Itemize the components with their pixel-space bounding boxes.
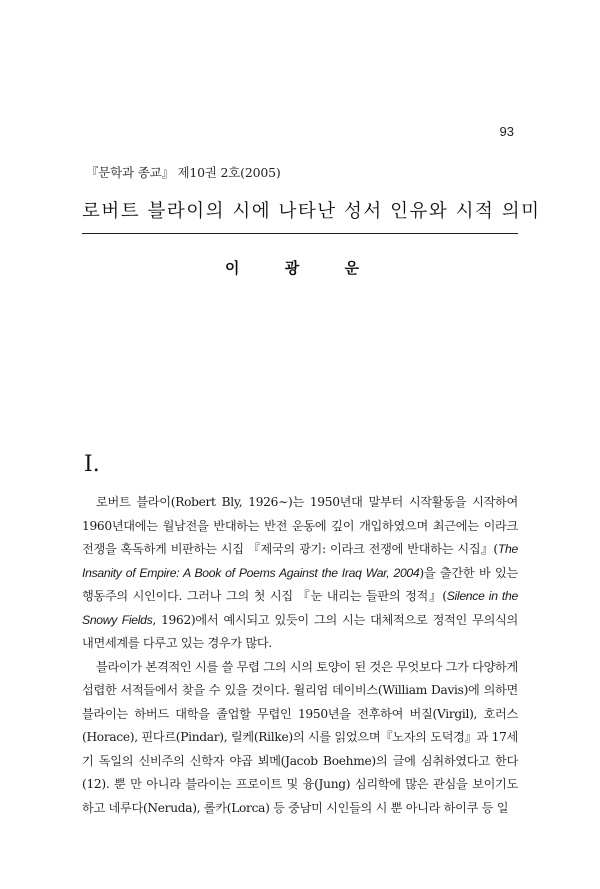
article-title: 로버트 블라이의 시에 나타난 성서 인유와 시적 의미 — [82, 201, 541, 222]
title-divider — [82, 233, 518, 234]
body-text-2: )을 출간한 바 있는 행동주의 시인이다. 그러나 그의 첫 시집 『눈 내리는 들판의 정적』( — [82, 565, 518, 603]
body-text — [82, 491, 518, 820]
body-paragraph: 블라이가 본격적인 시를 쓸 무렵 그의 시의 토양이 된 것은 무엇보다 그가 다양하게 섭렵한 서적들에서 찾을 수 있을 것이다. 윌리엄 데이비스(William Davis)에 의하면 블라이는 하버드 대학을 졸업할 무렵인 1950년을 전후하여 버질(Virgil), 호러스(Horace), 핀다르(Pindar), 릴케(Rilke)의 시를 읽었으며『노자의 도덕경』과 17세기 독일의 신비주의 신학자 야곱 뵈메(Jacob Boehme)의 글에 심취하였다고 한다(12). 뿐 만 아니라 블라이는 프로이트 및 융(Jung) 심리학에 많은 관심을 보이기도 하고 네루다(Neruda), 롤카(Lorca) 등 중남미 시인들의 시 뿐 아니라 하이쿠 등 일 — [82, 659, 518, 815]
body-book-title-2: Silence in the Snowy Fields — [82, 589, 518, 627]
body-paragraph — [82, 491, 518, 656]
journal-citation: 『문학과 종교』 제10권 2호(2005) — [86, 165, 281, 180]
section-heading: I. — [84, 452, 100, 477]
body-text-3: , 1962)에서 예시되고 있듯이 그의 시는 대체적으로 정적인 무의식의 내면세계를 다루고 있는 경우가 많다. — [82, 612, 518, 650]
author-name: 이 광 운 — [225, 259, 379, 277]
body-text-1: 로버트 블라이(Robert Bly, 1926∼)는 1950년대 말부터 시작활동을 시작하여 1960년대에는 월남전을 반대하는 반전 운동에 깊이 개입하였으며 최근에는 이라크 전쟁을 혹독하게 비판하는 시집 『제국의 광기: 이라크 전쟁에 반대하는 시집』( — [82, 495, 518, 556]
body-book-title-1: The Insanity of Empire: A Book of Poems Against the Iraq War, 2004 — [82, 542, 518, 580]
page-number: 93 — [499, 124, 514, 139]
